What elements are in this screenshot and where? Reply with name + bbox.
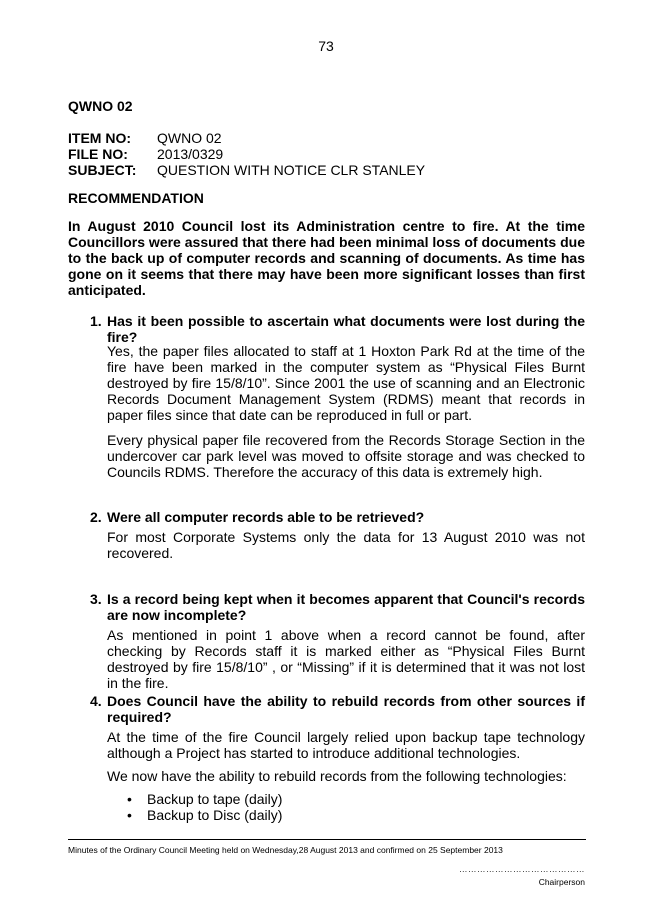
page-number: 73	[318, 38, 334, 54]
list-item-text: Backup to tape (daily)	[147, 791, 283, 807]
document-code-heading: QWNO 02	[68, 98, 133, 114]
question-title: Were all computer records able to be retrieved?	[107, 509, 425, 525]
file-value: 2013/0329	[157, 146, 224, 162]
item-label: ITEM NO:	[68, 130, 131, 146]
recommendation-heading: RECOMMENDATION	[68, 190, 204, 206]
bullet-icon: •	[127, 807, 132, 823]
question-4	[90, 693, 585, 725]
item-row	[68, 130, 425, 146]
signature-line: ……………………………………	[459, 864, 585, 874]
question-1	[90, 313, 585, 345]
item-metadata	[68, 130, 425, 178]
subject-value: QUESTION WITH NOTICE CLR STANLEY	[157, 162, 426, 178]
list-item	[127, 807, 282, 823]
question-title: Does Council have the ability to rebuild records from other sources if required?	[107, 693, 585, 725]
chairperson-label: Chairperson	[538, 877, 585, 887]
footer-divider	[68, 839, 586, 840]
question-number: 4.	[90, 693, 102, 709]
question-number: 3.	[90, 591, 102, 607]
question-title: Has it been possible to ascertain what documents were lost during the fire?	[107, 313, 585, 345]
question-3	[90, 591, 585, 623]
question-number: 1.	[90, 313, 102, 329]
file-label: FILE NO:	[68, 146, 128, 162]
answer-paragraph: As mentioned in point 1 above when a record cannot be found, after checking by Records staff it is marked either as “Physical Files Burnt destroyed by fire 15/8/10” , or “Missing” if it is determined that it was not lost in the fire.	[107, 627, 585, 691]
footer-minutes: Minutes of the Ordinary Council Meeting held on Wednesday,28 August 2013 and confirmed on 25 September 2013	[68, 845, 503, 855]
technology-bullet-list	[127, 791, 282, 823]
subject-row	[68, 162, 425, 178]
bullet-icon: •	[127, 791, 132, 807]
question-title: Is a record being kept when it becomes apparent that Council's records are now incomplete?	[107, 591, 585, 623]
item-value: QWNO 02	[157, 130, 222, 146]
subject-label: SUBJECT:	[68, 162, 137, 178]
question-number: 2.	[90, 509, 102, 525]
answer-paragraph: Every physical paper file recovered from the Records Storage Section in the undercover car park level was moved to offsite storage and was checked to Councils RDMS. Therefore the accuracy of this data is extremely high.	[107, 432, 585, 480]
answer-paragraph: At the time of the fire Council largely relied upon backup tape technology although a Project has started to introduce additional technologies.	[107, 729, 585, 761]
answer-paragraph: We now have the ability to rebuild records from the following technologies:	[107, 768, 567, 784]
list-item-text: Backup to Disc (daily)	[147, 807, 283, 823]
list-item	[127, 791, 282, 807]
file-row	[68, 146, 425, 162]
intro-paragraph: In August 2010 Council lost its Administration centre to fire. At the time Councillors were assured that there had been minimal loss of documents due to the back up of computer records and scanning of documents. As time has gone on it seems that there may have been more significant losses than first anticipated.	[68, 218, 585, 298]
answer-paragraph: Yes, the paper files allocated to staff at 1 Hoxton Park Rd at the time of the fire have been marked in the computer system as “Physical Files Burnt destroyed by fire 15/8/10”. Since 2001 the use of scanning and an Electronic Records Document Management System (RDMS) meant that records in paper files since that date can be reproduced in full or part.	[107, 343, 585, 423]
answer-paragraph: For most Corporate Systems only the data for 13 August 2010 was not recovered.	[107, 529, 585, 561]
question-2	[90, 509, 585, 525]
